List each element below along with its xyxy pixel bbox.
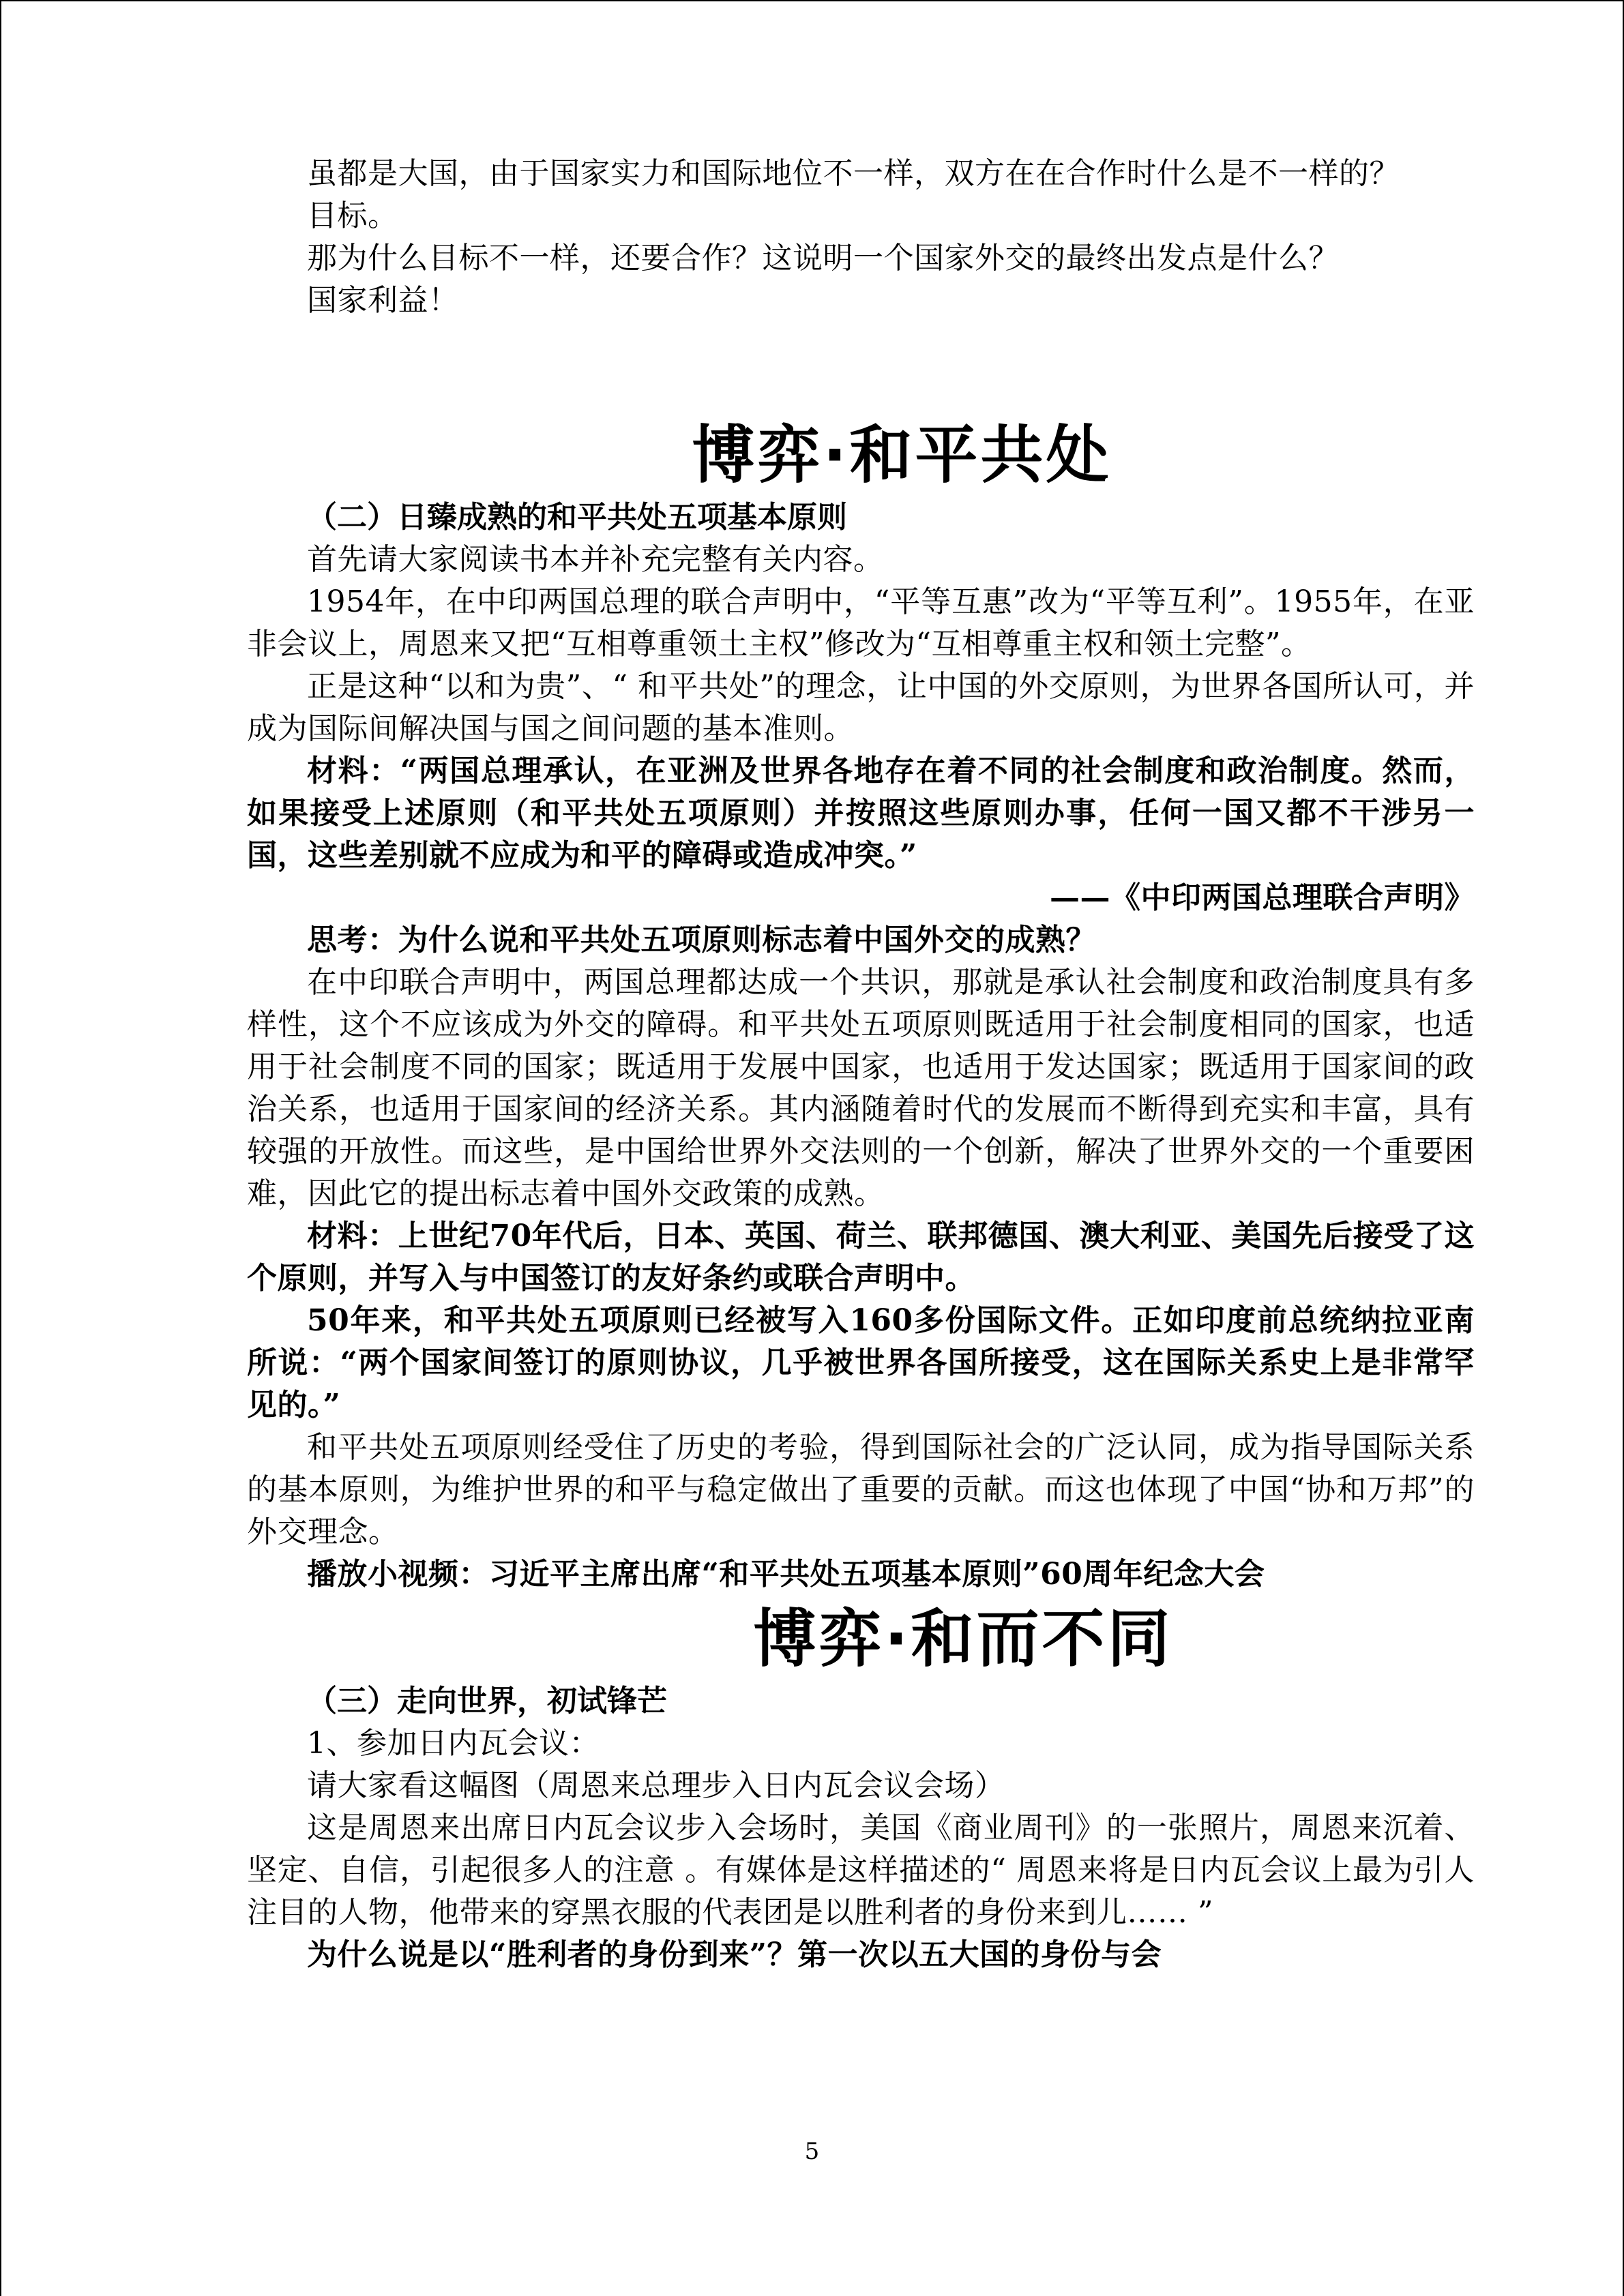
material-quote-2: 材料：上世纪70年代后，日本、英国、荷兰、联邦德国、澳大利亚、美国先后接受了这个原则，并写入与中国签订的友好条约或联合声明中。 [247,1219,1475,1296]
video-note: 播放小视频：习近平主席出席“和平共处五项基本原则”60周年纪念大会 [307,1557,1265,1592]
section3-question: 为什么说是以“胜利者的身份到来”？第一次以五大国的身份与会 [307,1937,1162,1972]
material-quote-1: 材料：“两国总理承认，在亚洲及世界各地存在着不同的社会制度和政治制度。然而，如果接受上述原则（和平共处五项原则）并按照这些原则办事，任何一国又都不干涉另一国，这些差别就不应成为和平的障碍或造成冲突。” [247,754,1475,873]
thinking-answer: 在中印联合声明中，两国总理都达成一个共识，那就是承认社会制度和政治制度具有多样性，这个不应该成为外交的障碍。和平共处五项原则既适用于社会制度相同的国家，也适用于社会制度不同的国家；既适用于发展中国家，也适用于发达国家；既适用于国家间的政治关系，也适用于国家间的经济关系。其内涵随着时代的发展而不断得到充实和丰富，具有较强的开放性。而这些，是中国给世界外交法则的一个创新，解决了世界外交的一个重要困难，因此它的提出标志着中国外交政策的成熟。 [247,965,1475,1211]
section2-paragraph-1: 首先请大家阅读书本并补充完整有关内容。 [307,542,884,577]
intro-paragraph-2: 目标。 [307,198,398,233]
page-number: 5 [804,2138,820,2165]
section-subtitle-going-global: （三）走向世界，初试锋芒 [307,1684,667,1718]
material-quote-3: 50年来，和平共处五项原则已经被写入160多份国际文件。正如印度前总统纳拉亚南所说：“两个国家间签订的原则协议，几乎被世界各国所接受，这在国际关系史上是非常罕见的。” [247,1303,1475,1422]
section-subtitle-five-principles: （二）日臻成熟的和平共处五项基本原则 [307,500,847,535]
section-spacer [247,322,1475,406]
section-title-harmony-in-diversity: 博弈·和而不同 [753,1602,1173,1675]
intro-paragraph-1: 虽都是大国，由于国家实力和国际地位不一样，双方在在合作时什么是不一样的？ [307,156,1400,191]
material-source-1: ——《中印两国总理联合声明》 [1050,880,1475,915]
section2-paragraph-2: 1954年，在中印两国总理的联合声明中，“平等互惠”改为“平等互利”。1955年，在亚非会议上，周恩来又把“互相尊重领土主权”修改为“互相尊重主权和领土完整”。 [247,584,1475,661]
section2-paragraph-3: 正是这种“以和为贵”、“ 和平共处”的理念，让中国的外交原则，为世界各国所认可，并成为国际间解决国与国之间问题的基本准则。 [247,669,1475,746]
section-title-peaceful-coexistence: 博弈·和平共处 [692,419,1112,492]
section2-paragraph-4: 和平共处五项原则经受住了历史的考验，得到国际社会的广泛认同，成为指导国际关系的基本原则，为维护世界的和平与稳定做出了重要的贡献。而这也体现了中国“协和万邦”的外交理念。 [247,1430,1475,1549]
document-body [247,153,1475,1976]
section3-paragraph-3: 这是周恩来出席日内瓦会议步入会场时，美国《商业周刊》的一张照片，周恩来沉着、坚定、自信，引起很多人的注意 。有媒体是这样描述的“ 周恩来将是日内瓦会议上最为引人注目的人物，他带来的穿黑衣服的代表团是以胜利者的身份来到儿…… ” [247,1810,1475,1930]
thinking-question: 思考：为什么说和平共处五项原则标志着中国外交的成熟？ [307,923,1096,957]
intro-paragraph-3: 那为什么目标不一样，还要合作？这说明一个国家外交的最终出发点是什么？ [307,241,1339,275]
section3-paragraph-1: 1、参加日内瓦会议： [307,1726,600,1761]
intro-paragraph-4: 国家利益！ [307,283,459,318]
section3-paragraph-2: 请大家看这幅图（周恩来总理步入日内瓦会议会场） [307,1768,1005,1803]
